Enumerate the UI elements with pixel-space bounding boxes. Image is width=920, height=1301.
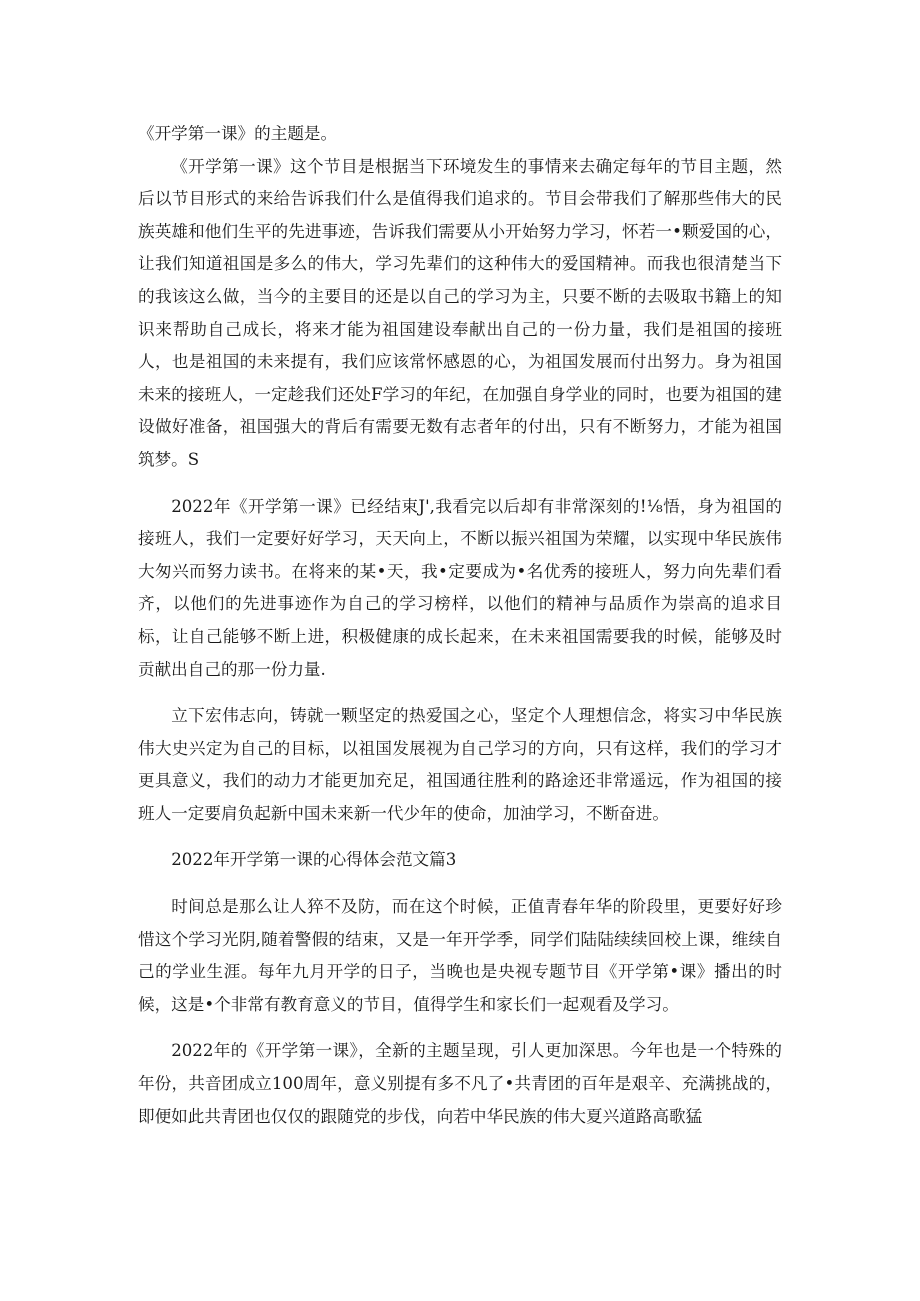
section-heading: 2022年开学第一课的心得体会范文篇3 bbox=[171, 850, 457, 870]
body-paragraph: 《开学第一课》这个节目是根据当下环境发生的事情来去确定每年的节目主题，然后以节目形式的来给告诉我们什么是值得我们追求的。节目会带我们了解那些伟大的民族英雄和他们生平的先进事迹，告诉我们需要从小开始努力学习，怀若一•颗爱国的心，让我们知道祖国是多么的伟大，学习先辈们的这种伟大的爱国精神。而我也很清楚当下的我该这么做，当今的主要目的还是以自己的学习为主，只要不断的去吸取书籍上的知识来帮助自己成长，将来才能为祖国建设奉献出自己的一份力量，我们是祖国的接班人，也是祖国的未来提有，我们应该常怀感恩的心，为祖国发展而付出努力。身为祖国未来的接班人，一定趁我们还处F学习的年纪，在加强自身学业的同时，也要为祖国的建设做好准备，祖国强大的背后有需要无数有志者年的付出，只有不断努力，才能为祖国筑梦。S bbox=[138, 156, 782, 469]
body-paragraph: 2022年《开学第一课》已经结束J',我看完以后却有非常深刻的!⅛悟，身为祖国的接班人，我们一定要好好学习，天天向上，不断以振兴祖国为荣耀，以实现中华民族伟大匆兴而努力读书。在将来的某•天，我•定要成为•名优秀的接班人，努力向先辈们看齐，以他们的先进事迹作为自己的学习榜样，以他们的精神与品质作为崇高的追求目标，让自己能够不断上进，积极健康的成长起来，在未来祖国需要我的时候，能够及时贡献出自己的那一份力量. bbox=[138, 496, 782, 679]
body-paragraph: 时间总是那么让人猝不及防，而在这个时候，正值青春年华的阶段里，更要好好珍惜这个学习光阴,随着警假的结束，又是一年开学季，同学们陆陆续续回校上课，维续自己的学业生涯。每年九月开学的日子，当晚也是央视专题节目《开学第•课》播出的时候，这是•个非常有教育意义的节目，值得学生和家长们一起观看及学习。 bbox=[138, 897, 782, 1014]
body-paragraph: 立下宏伟志向，铸就一颗坚定的热爱国之心，坚定个人理想信念，将实习中华民族伟大史兴定为自己的目标，以祖国发展视为自己学习的方向，只有这样，我们的学习才更具意义，我们的动力才能更加充足，祖国通往胜利的路途还非常遥远，作为祖国的接班人一定要肩负起新中国未来新一代少年的使命，加油学习，不断奋进。 bbox=[138, 706, 782, 823]
body-paragraph: 2022年的《开学第一课》，全新的主题呈现，引人更加深思。今年也是一个特殊的年份，共音团成立100周年，意义别提有多不凡了•共青团的百年是艰辛、充满挑战的，即便如此共青团也仅仅的跟随党的步伐，向若中华民族的伟大夏兴道路高歌猛 bbox=[138, 1041, 782, 1126]
topic-line: 《开学第一课》的主题是。 bbox=[138, 124, 338, 143]
